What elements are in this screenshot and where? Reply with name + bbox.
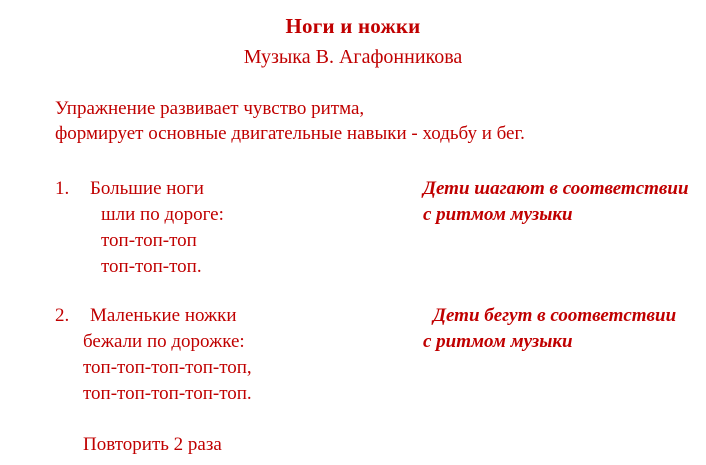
verse-2-line-2: бежали по дорожке: — [83, 331, 245, 352]
intro-paragraph — [55, 96, 675, 146]
verse-1-row-2 — [55, 202, 695, 228]
verse-2 — [55, 303, 695, 407]
page-subtitle: Музыка В. Агафонникова — [243, 46, 463, 68]
page-title: Ноги и ножки — [285, 14, 421, 38]
verse-2-row-4 — [55, 381, 695, 407]
verse-1-line-4: топ-топ-топ. — [101, 256, 202, 277]
verse-2-line-3: топ-топ-топ-топ-топ, — [83, 357, 252, 378]
verse-1-line-3: топ-топ-топ — [101, 230, 197, 251]
verse-1-note-1: Дети шагают в соответствии — [423, 178, 689, 199]
verse-1-line-2: шли по дороге: — [101, 204, 224, 225]
verse-1-number: 1. — [55, 178, 70, 199]
verse-2-note-2: с ритмом музыки — [423, 331, 573, 352]
verse-2-row-2 — [55, 329, 695, 355]
verse-1-row-1 — [55, 176, 695, 202]
verse-2-number: 2. — [55, 305, 70, 326]
verse-2-row-3 — [55, 355, 695, 381]
verse-2-line-4: топ-топ-топ-топ-топ. — [83, 383, 252, 404]
repeat-instruction: Повторить 2 раза — [83, 434, 222, 455]
verse-1-row-4 — [55, 254, 695, 280]
verse-2-row-1 — [55, 303, 695, 329]
verse-1 — [55, 176, 695, 280]
intro-line-1: Упражнение развивает чувство ритма, — [55, 98, 365, 119]
verse-2-line-1: Маленькие ножки — [90, 305, 237, 326]
verse-1-row-3 — [55, 228, 695, 254]
intro-line-2: формирует основные двигательные навыки - ходьбу и бег. — [55, 123, 525, 144]
verse-1-line-1: Большие ноги — [90, 178, 204, 199]
verse-1-note-2: с ритмом музыки — [423, 204, 573, 225]
verse-2-note-1: Дети бегут в соответствии — [433, 305, 677, 326]
